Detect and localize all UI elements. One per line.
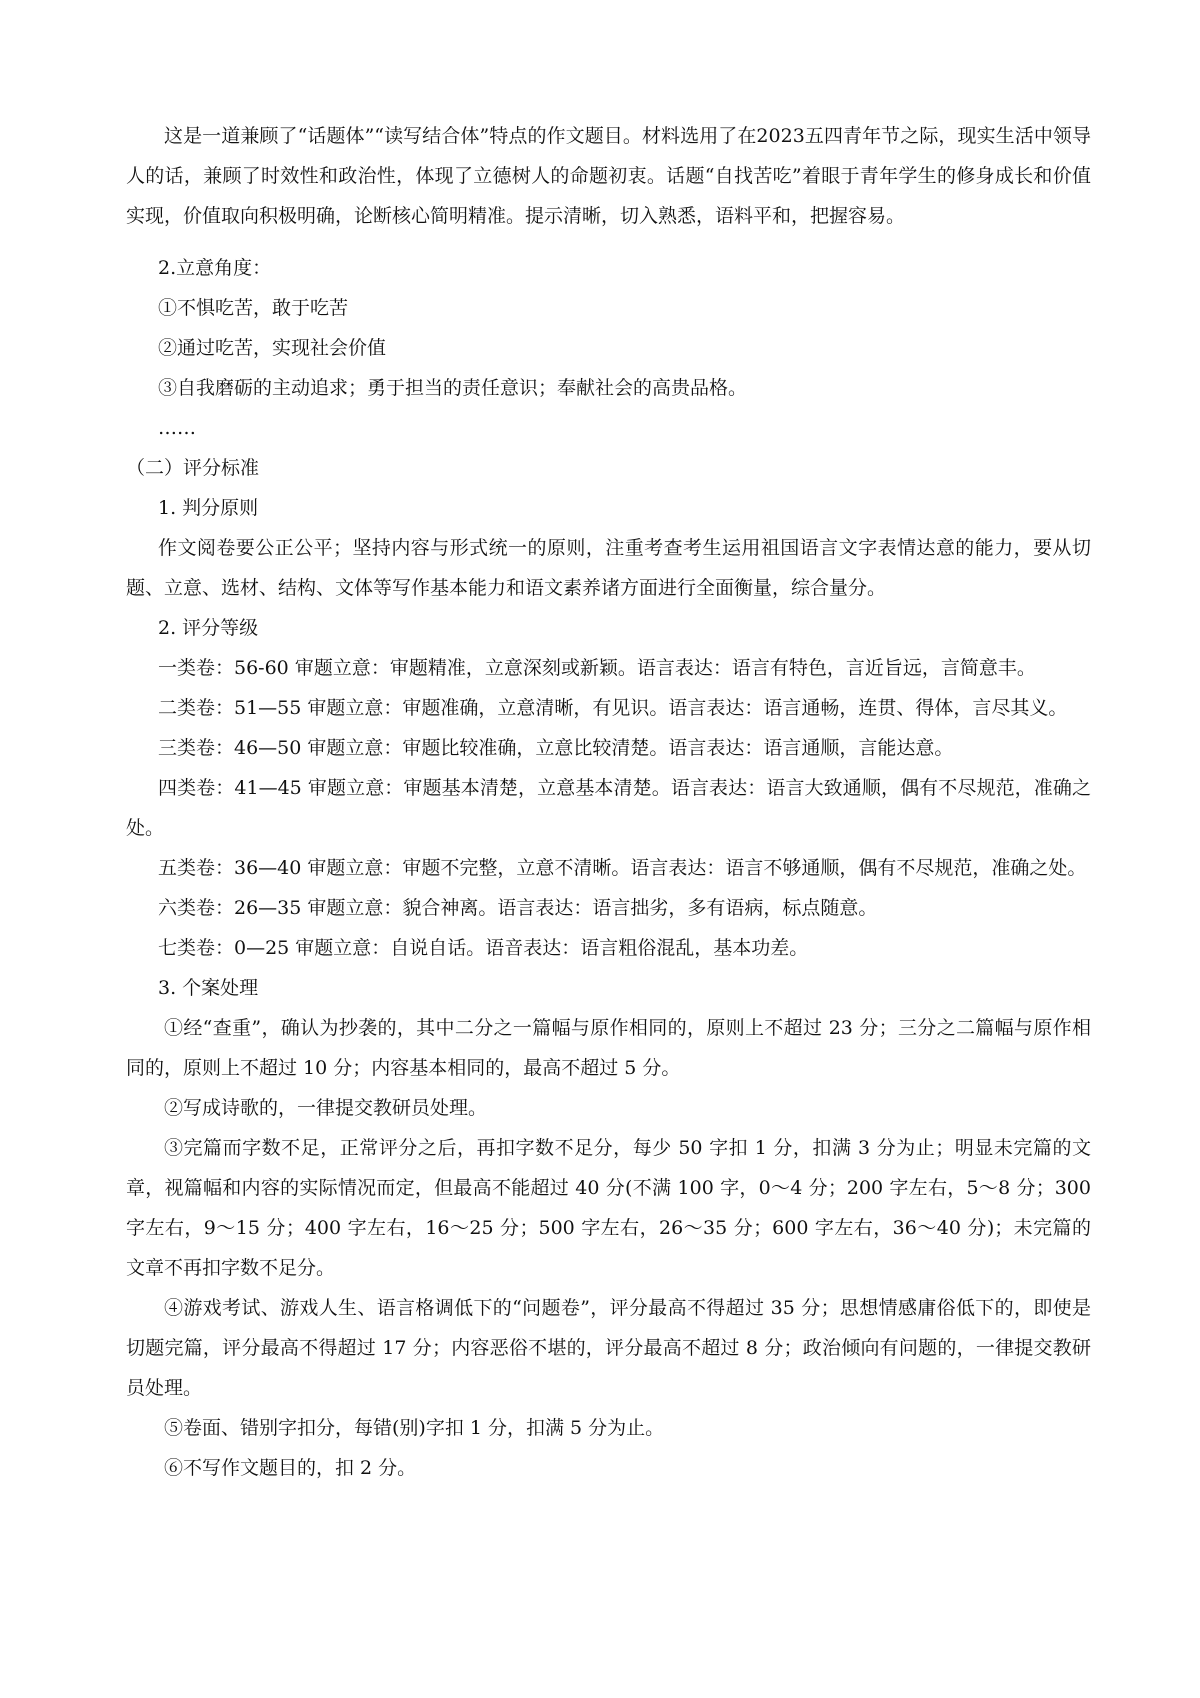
grade-item: 七类卷：0—25 审题立意：自说自话。语音表达：语言粗俗混乱，基本功差。 [158,937,809,959]
case-item: ①经“查重”，确认为抄袭的，其中二分之一篇幅与原作相同的，原则上不超过 23 分；三分之二篇幅与原作相同的，原则上不超过 10 分；内容基本相同的，最高不超过 5 分。 [126,1017,1091,1079]
ellipsis: …… [158,417,196,439]
principle-heading: 1. 判分原则 [158,497,259,519]
principle-text: 作文阅卷要公正公平；坚持内容与形式统一的原则，注重考查考生运用祖国语言文字表情达意的能力，要从切题、立意、选材、结构、文体等写作基本能力和语文素养诸方面进行全面衡量，综合量分。 [126,537,1091,599]
grade-item: 六类卷：26—35 审题立意：貌合神离。语言表达：语言拙劣，多有语病，标点随意。 [158,897,878,919]
case-item: ④游戏考试、游戏人生、语言格调低下的“问题卷”，评分最高不得超过 35 分；思想情感庸俗低下的，即使是切题完篇，评分最高不得超过 17 分；内容恶俗不堪的，评分最高不超过 8 分；政治倾向有问题的，一律提交教研员处理。 [126,1297,1091,1399]
cases-heading: 3. 个案处理 [158,977,259,999]
grade-item: 四类卷：41—45 审题立意：审题基本清楚，立意基本清楚。语言表达：语言大致通顺，偶有不尽规范，准确之处。 [126,777,1091,839]
scoring-heading: （二）评分标准 [126,457,260,479]
angle-heading: 2.立意角度： [158,257,272,279]
angle-item: ②通过吃苦，实现社会价值 [158,337,387,359]
case-item: ③完篇而字数不足，正常评分之后，再扣字数不足分，每少 50 字扣 1 分，扣满 3 分为止；明显未完篇的文章，视篇幅和内容的实际情况而定，但最高不能超过 40 分(不满 100 字，0～4 分；200 字左右，5～8 分；300 字左右，9～15 分；400 字左右，16～25 分；500 字左右，26～35 分；600 字左右，36～40 分)；未完篇的文章不再扣字数不足分。 [126,1137,1091,1279]
case-item: ⑥不写作文题目的，扣 2 分。 [164,1457,417,1479]
grade-item: 二类卷：51—55 审题立意：审题准确，立意清晰，有见识。语言表达：语言通畅，连贯、得体，言尽其义。 [158,697,1068,719]
grades-heading: 2. 评分等级 [158,617,259,639]
grade-item: 三类卷：46—50 审题立意：审题比较准确，立意比较清楚。语言表达：语言通顺，言能达意。 [158,737,954,759]
document-body [126,116,1091,1488]
case-item: ②写成诗歌的，一律提交教研员处理。 [164,1097,488,1119]
case-item: ⑤卷面、错别字扣分，每错(别)字扣 1 分，扣满 5 分为止。 [164,1417,665,1439]
grade-item: 五类卷：36—40 审题立意：审题不完整，立意不清晰。语言表达：语言不够通顺，偶有不尽规范，准确之处。 [158,857,1087,879]
angle-item: ③自我磨砺的主动追求；勇于担当的责任意识；奉献社会的高贵品格。 [158,377,748,399]
intro-paragraph: 这是一道兼顾了“话题体”“读写结合体”特点的作文题目。材料选用了在2023五四青年节之际，现实生活中领导人的话，兼顾了时效性和政治性，体现了立德树人的命题初衷。话题“自找苦吃”着眼于青年学生的修身成长和价值实现，价值取向积极明确，论断核心简明精准。提示清晰，切入熟悉，语料平和，把握容易。 [126,125,1091,227]
angle-item: ①不惧吃苦，敢于吃苦 [158,297,349,319]
grade-item: 一类卷：56-60 审题立意：审题精准，立意深刻或新颖。语言表达：语言有特色，言近旨远，言简意丰。 [158,657,1036,679]
